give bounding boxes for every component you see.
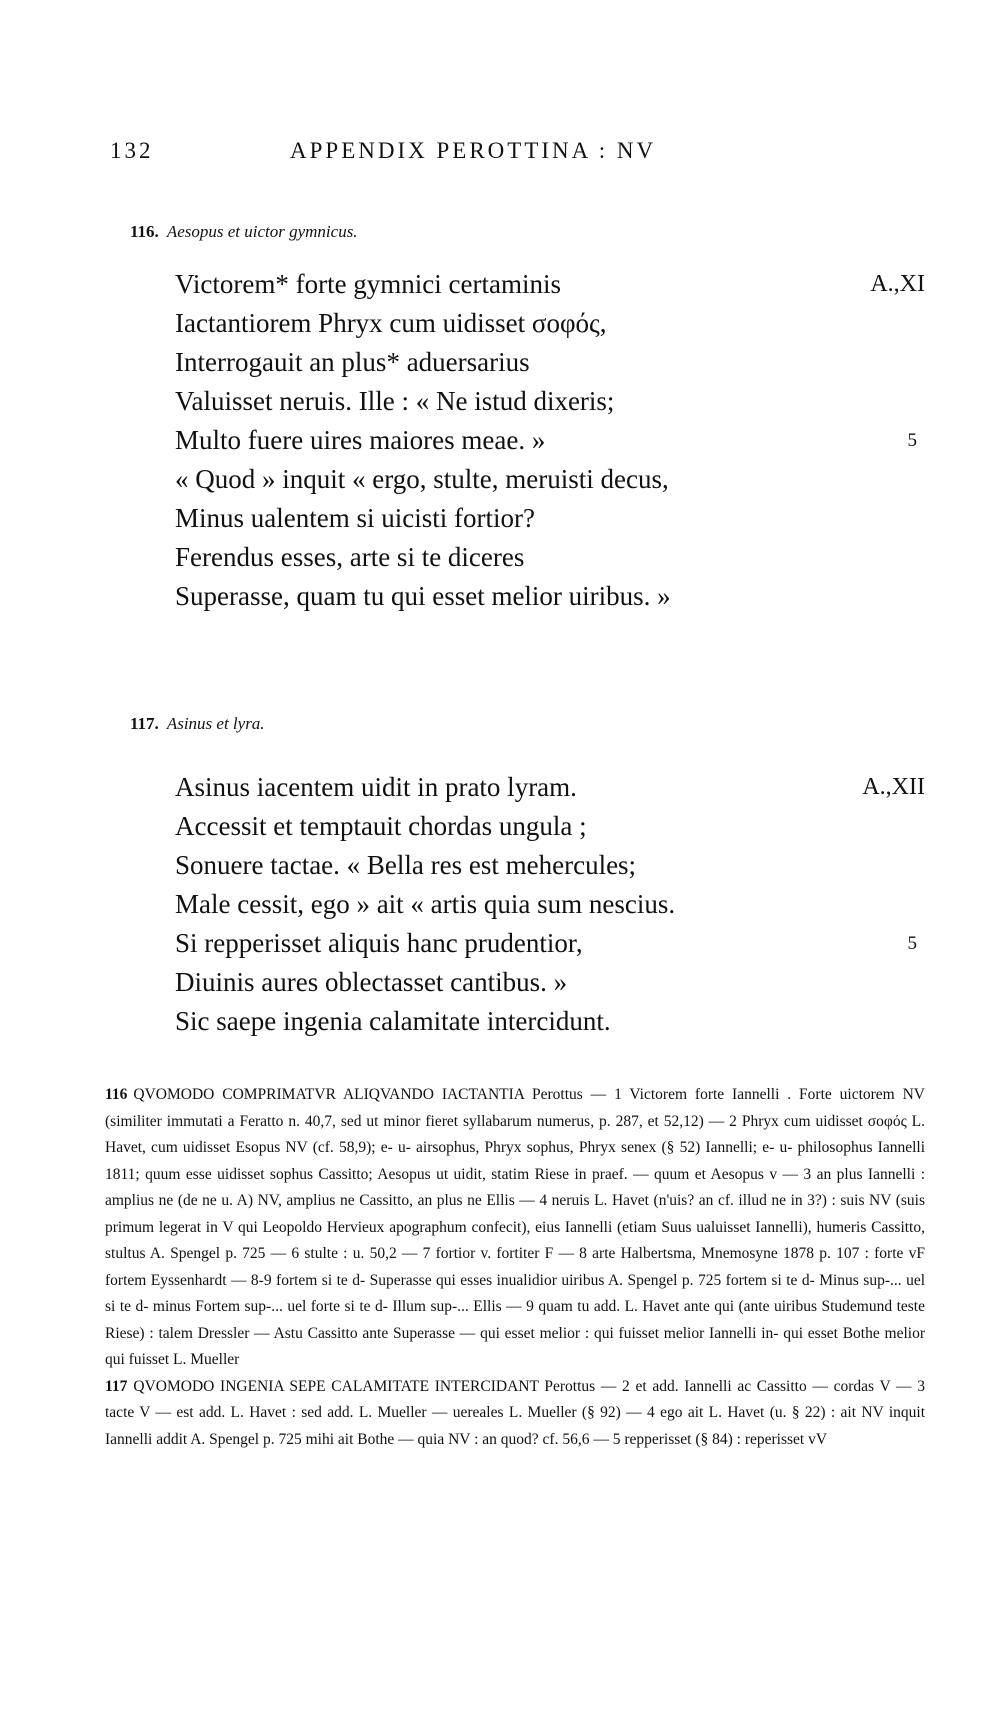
verse-text: Diuinis aures oblectasset cantibus. »: [175, 967, 568, 997]
verse-line: [175, 265, 925, 304]
verse-line: [175, 885, 925, 924]
verse-line: [175, 1002, 925, 1041]
verse-text: Accessit et temptauit chordas ungula ;: [175, 811, 587, 841]
note-number: 116: [105, 1086, 128, 1103]
verse-text: Si repperisset aliquis hanc prudentior,: [175, 928, 583, 958]
apparatus-note-116: [105, 1082, 925, 1374]
page-header: [110, 138, 920, 178]
verse-text: Ferendus esses, arte si te diceres: [175, 542, 525, 572]
verse-line: [175, 460, 925, 499]
apparatus-note-117: [105, 1374, 925, 1454]
verse-text: Valuisset neruis. Ille : « Ne istud dixeris;: [175, 386, 615, 416]
verse-line: [175, 924, 925, 963]
verse-text: Male cessit, ego » ait « artis quia sum nescius.: [175, 889, 676, 919]
verse-text: Asinus iacentem uidit in prato lyram.: [175, 772, 577, 802]
verse-line: [175, 807, 925, 846]
fable-title: Asinus et lyra.: [166, 714, 265, 733]
verse-line: [175, 421, 925, 460]
verse-text: Victorem* forte gymnici certaminis: [175, 269, 562, 299]
verse-text: Minus ualentem si uicisti fortior?: [175, 503, 535, 533]
verse-line: [175, 577, 925, 616]
fable-number: 116.: [130, 222, 159, 241]
line-number: 5: [907, 933, 917, 954]
note-text: QVOMODO COMPRIMATVR ALIQVANDO IACTANTIA Perottus — 1 Victorem forte Iannelli . Forte uictorem NV (similiter immutati a Feratto n. 40,7, sed ut minor fieret syllabarum numerus, p. 287, et 52,12) — 2 Phryx cum uidisset σοφός L. Havet, cum uidisset Esopus NV (cf. 58,9); e- u- airsophus, Phryx sophus, Phryx senex (§ 52) Iannelli; e- u- philosophus Iannelli 1811; quum esse uidisset sophus Cassitto; Aesopus ut uidit, statim Riese in praef. — quum et Aesopus v — 3 an plus Iannelli : amplius ne (de ne u. A) NV, amplius ne Cassitto, an plus ne Ellis — 4 neruis L. Havet (n'uis? an cf. illud ne in 3?) : suis NV (suis primum legerat in V qui Leopoldo Hervieux apographum confecit), eius Iannelli (etiam Suus ualuisset Iannelli), humeris Cassitto, stultus A. Spengel p. 725 — 6 stulte : u. 50,2 — 7 fortior v. fortiter F — 8 arte Halbertsma, Mnemosyne 1878 p. 107 : forte vF fortem Eyssenhardt — 8-9 fortem si te d- Superasse qui esses inualidior uiribus A. Spengel p. 725 fortem si te d- Minus sup-... uel si te d- minus Fortem sup-... uel forte si te d- Illum sup-... Ellis — 9 quam tu add. L. Havet ante qui (ante uiribus Studemund teste Riese) : talem Dressler — Astu Cassitto ante Superasse — qui esset melior : qui fuisset melior Iannelli in- qui esset Bothe melior qui fuisset L. Mueller: [105, 1086, 925, 1368]
fable-heading: [130, 222, 358, 242]
running-title: APPENDIX PEROTTINA : NV: [290, 138, 657, 163]
verse-text: Multo fuere uires maiores meae. »: [175, 425, 546, 455]
verse-line: [175, 538, 925, 577]
fable-number: 117.: [130, 714, 159, 733]
fable-heading: [130, 714, 265, 734]
verse-text: Sic saepe ingenia calamitate intercidunt.: [175, 1006, 611, 1036]
verse-line: [175, 963, 925, 1002]
note-number: 117: [105, 1377, 128, 1395]
fable-text-117: [175, 768, 925, 1041]
verse-line: [175, 343, 925, 382]
verse-line: [175, 846, 925, 885]
line-number: 5: [907, 430, 917, 451]
fable-text-116: [175, 265, 925, 616]
verse-line: [175, 304, 925, 343]
source-reference: A.,XI: [870, 271, 925, 297]
fable-title: Aesopus et uictor gymnicus.: [166, 222, 358, 241]
note-text: QVOMODO INGENIA SEPE CALAMITATE INTERCIDANT Perottus — 2 et add. Iannelli ac Cassitto — cordas V — 3 tacte V — est add. L. Havet : sed add. L. Mueller — uereales L. Mueller (§ 92) — 4 ego ait L. Havet (u. § 22) : ait NV inquit Iannelli addit A. Spengel p. 725 mihi ait Bothe — quia NV : an quod? cf. 56,6 — 5 repperisset (§ 84) : reperisset vV: [105, 1377, 925, 1448]
verse-text: Iactantiorem Phryx cum uidisset σοφός,: [175, 308, 607, 338]
page-number: 132: [110, 138, 154, 163]
verse-line: [175, 382, 925, 421]
verse-text: « Quod » inquit « ergo, stulte, meruisti decus,: [175, 464, 669, 494]
source-reference: A.,XII: [862, 774, 925, 800]
critical-apparatus: [105, 1082, 925, 1453]
verse-text: Superasse, quam tu qui esset melior uiribus. »: [175, 581, 671, 611]
verse-text: Interrogauit an plus* aduersarius: [175, 347, 530, 377]
verse-line: [175, 768, 925, 807]
verse-text: Sonuere tactae. « Bella res est mehercules;: [175, 850, 637, 880]
verse-line: [175, 499, 925, 538]
